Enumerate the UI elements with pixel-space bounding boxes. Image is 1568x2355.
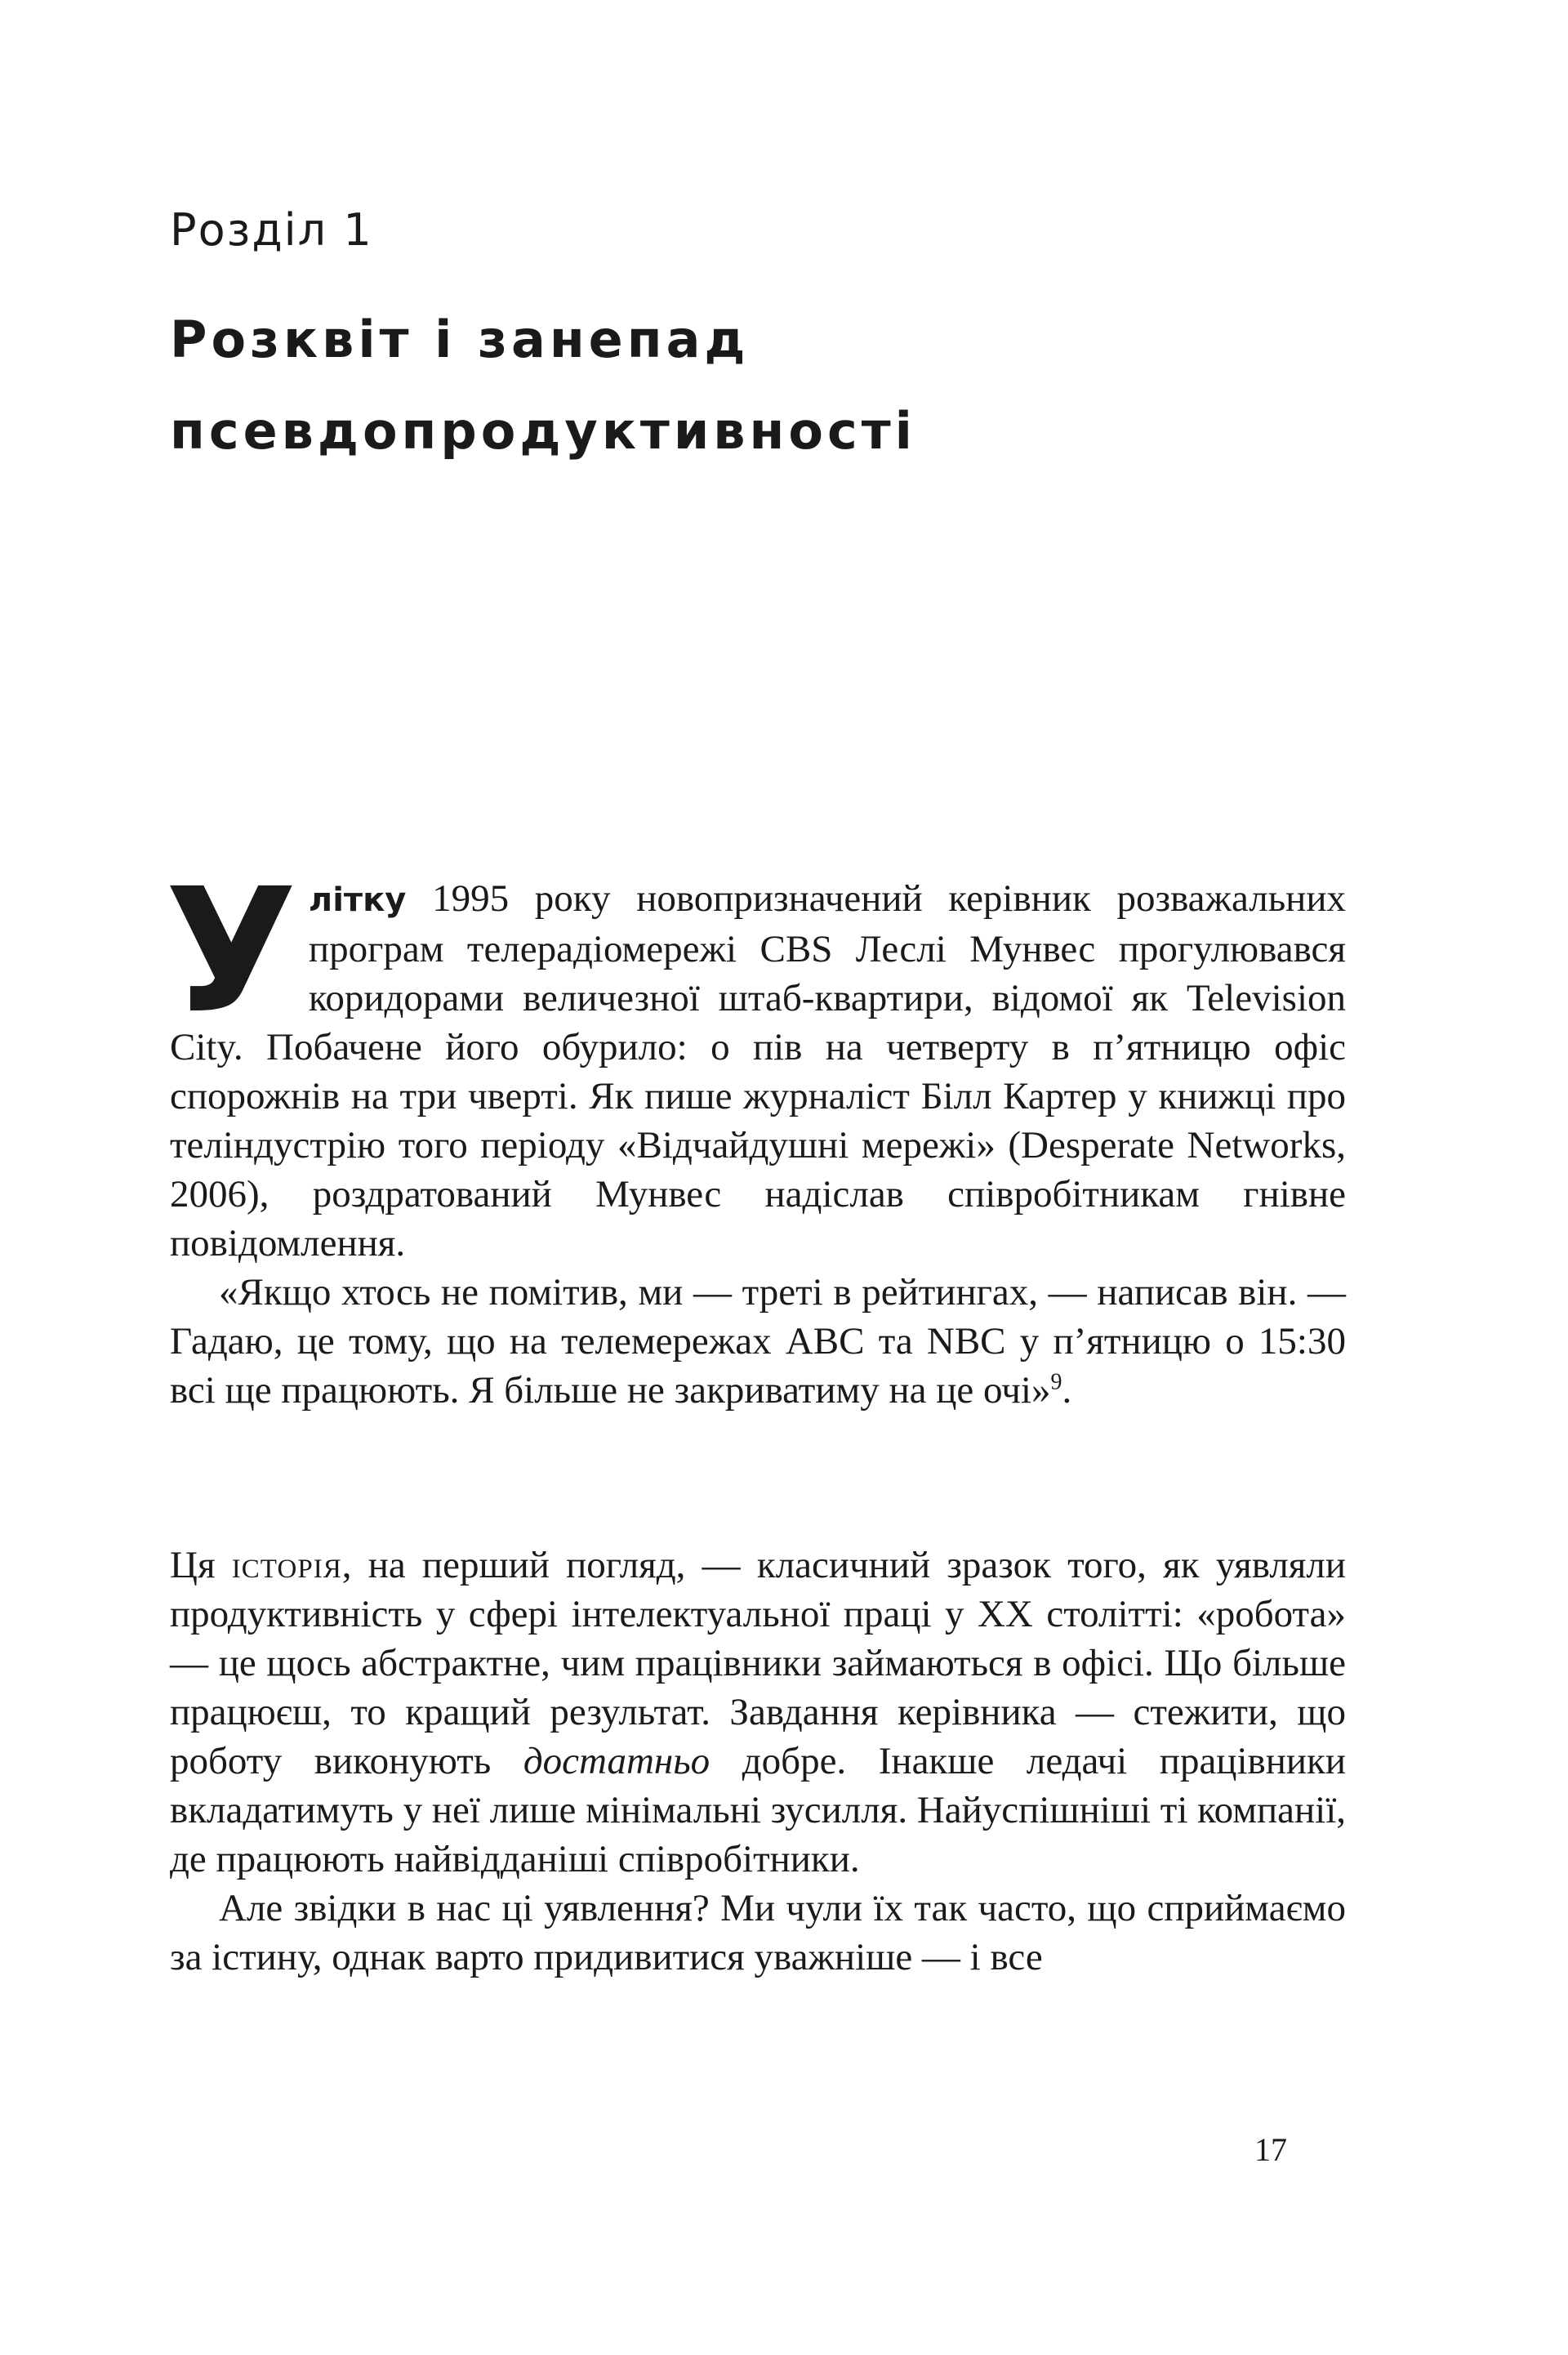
emphasis: достатньо bbox=[523, 1740, 710, 1782]
paragraph-4-text: Але звідки в нас ці уявлення? Ми чули їх так часто, що сприймаємо за істину, однак варто придивитися уважніше — і все bbox=[170, 1887, 1346, 1978]
lead-in-a: Ця bbox=[170, 1544, 232, 1586]
footnote-ref: 9 bbox=[1050, 1369, 1062, 1395]
paragraph-1 bbox=[165, 851, 1346, 1268]
paragraph-2-text: «Якщо хтось не помітив, ми — треті в рейтингах, — написав він. — Гадаю, це тому, що на телемережах ABC та NBC у п’ятницю о 15:30 всі ще працюють. Я більше не закриватиму на це очі» bbox=[170, 1271, 1346, 1412]
drop-cap: У bbox=[165, 851, 297, 1051]
chapter-title bbox=[170, 294, 1395, 477]
lead-in: літку bbox=[308, 881, 407, 919]
paragraph-1-text: 1995 року новопризначений керівник розважальних програм телерадіомережі CBS Леслі Мунвес прогулювався коридорами величезної штаб-квартири, відомої як Television City. Побачене його обурило: о пів на четверту в п’ятницю офіс спорожнів на три чверті. Як пише журналіст Білл Картер у книжці про теліндустрію того періоду «Відчайдушні мережі» (Desperate Networks, 2006), роздратований Мунвес надіслав співробітникам гнівне повідомлення. bbox=[170, 877, 1346, 1264]
chapter-title-line-1: Розквіт і занепад bbox=[170, 310, 750, 369]
page-number: 17 bbox=[1254, 2131, 1287, 2168]
lead-in-b: історія bbox=[231, 1544, 342, 1586]
paragraph-2 bbox=[170, 1268, 1346, 1415]
paragraph-3 bbox=[170, 1541, 1346, 1884]
paragraph-2-end: . bbox=[1062, 1369, 1072, 1412]
section-1 bbox=[165, 851, 1346, 1415]
chapter-title-line-2: псевдопродуктивності bbox=[170, 401, 916, 461]
chapter-label: Розділ 1 bbox=[170, 204, 373, 256]
section-2 bbox=[170, 1541, 1346, 1982]
paragraph-3-text-a: , на перший погляд, — класичний зразок того, як уявляли продуктивність у сфері інтелектуальної праці у XX столітті: «робота» — це щось абстрактне, чим працівники займаються в офісі. Що більше працюєш, то кращий результат. Завдання керівника — стежити, що роботу виконують bbox=[170, 1544, 1347, 1782]
paragraph-3-text-b: добре. Інакше ледачі працівники вкладатимуть у неї лише мінімальні зусилля. Найуспішніші ті компанії, де працюють найвідданіші співробітники. bbox=[170, 1740, 1347, 1880]
paragraph-4 bbox=[170, 1884, 1346, 1982]
